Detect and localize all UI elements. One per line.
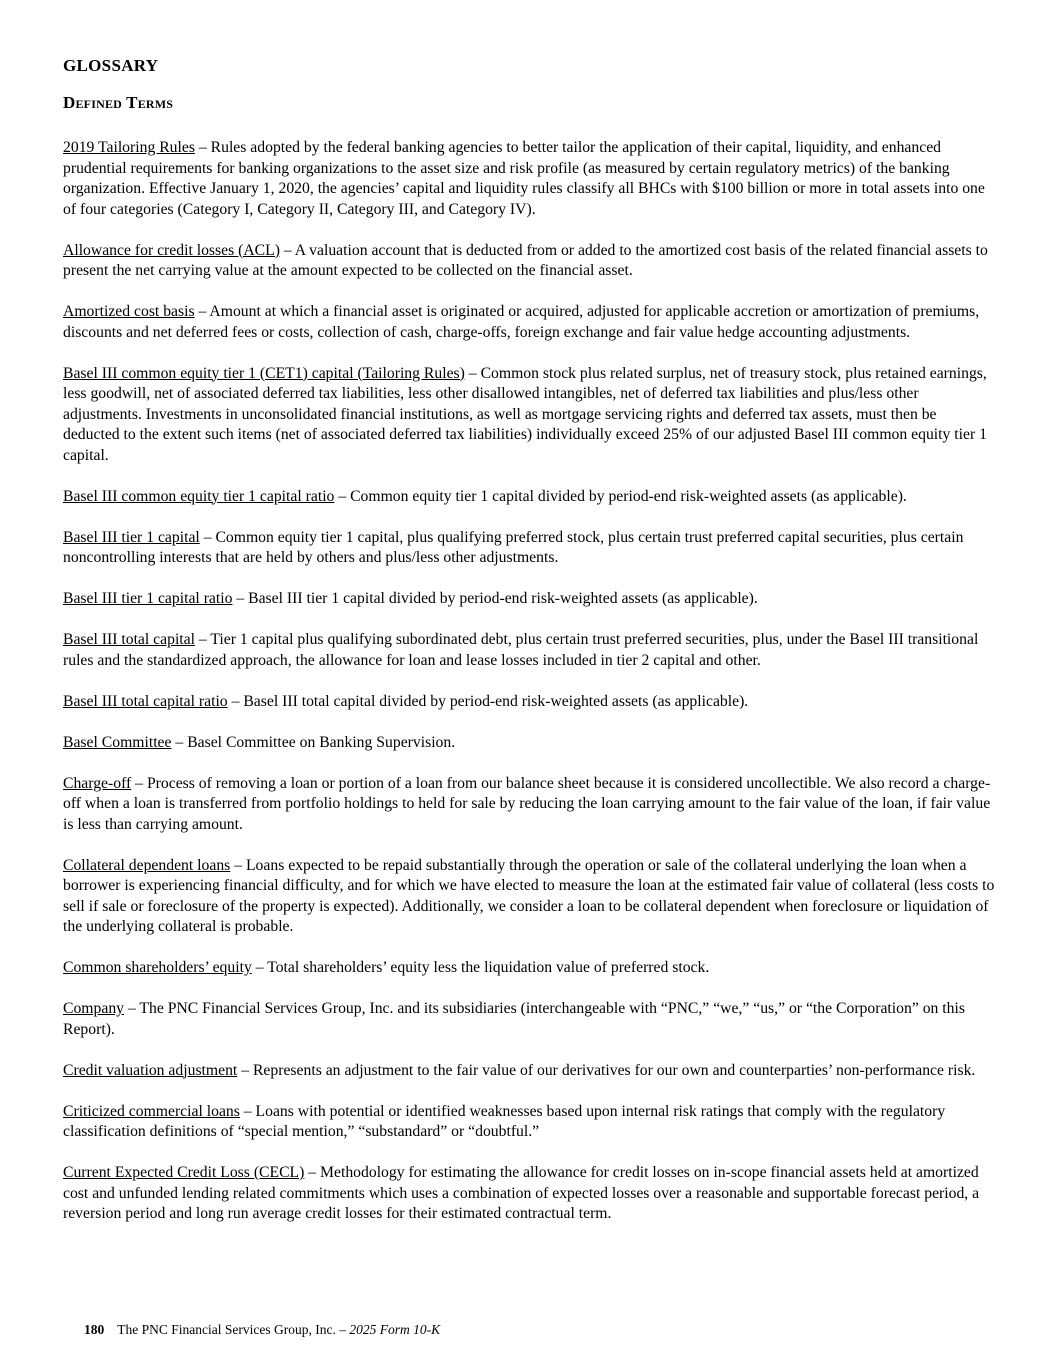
section-subtitle: Defined Terms	[63, 93, 174, 112]
glossary-entry	[63, 302, 996, 343]
glossary-term: 2019 Tailoring Rules	[63, 139, 195, 156]
glossary-term: Basel III tier 1 capital	[63, 528, 200, 546]
term-separator: –	[171, 733, 188, 751]
glossary-term: Basel Committee	[63, 733, 172, 751]
glossary-content	[63, 56, 996, 1245]
page-title: GLOSSARY	[63, 56, 159, 75]
glossary-entry	[63, 364, 996, 467]
glossary-definition: Loans expected to be repaid substantially through the operation or sale of the collateral underlying the loan when a borrower is experiencing financial difficulty, and for which we have elected to measure the loan at the estimated fair value of collateral (less costs to sell if sale or foreclosure of the property is expected). Additionally, we consider a loan to be collateral dependent when foreclosure or liquidation of the underlying collateral is probable.	[63, 856, 995, 935]
term-separator: –	[279, 241, 295, 259]
footer-form-text: 2025 Form 10-K	[349, 1322, 441, 1337]
glossary-term: Collateral dependent loans	[63, 856, 231, 874]
glossary-entry	[63, 487, 996, 508]
glossary-definition: Methodology for estimating the allowance for credit losses on in-scope financial assets held at amortized cost and unfunded lending related commitments which uses a combination of expected losses over a reasonable and supportable forecast period, a reversion period and long run average credit losses for their estimated contractual term.	[63, 1164, 980, 1222]
term-separator: –	[131, 774, 147, 792]
term-separator: –	[194, 139, 211, 156]
glossary-entry	[63, 999, 996, 1040]
glossary-entry	[63, 241, 996, 282]
glossary-entry	[63, 589, 996, 610]
glossary-entry	[63, 1163, 996, 1225]
glossary-term: Basel III total capital	[63, 631, 195, 648]
glossary-term: Credit valuation adjustment	[63, 1061, 238, 1079]
glossary-definition: Common stock plus related surplus, net of treasury stock, plus retained earnings, less goodwill, net of associated deferred tax liabilities, less other disallowed intangibles, net of deferred tax liabilities and plus/less other adjustments. Investments in unconsolidated financial institutions, as well as mortgage servicing rights and deferred tax assets, must then be deducted to the extent such items (net of associated deferred tax liabilities) individually exceed 25% of our adjusted Basel III common equity tier 1 capital.	[63, 364, 987, 464]
glossary-entry	[63, 692, 996, 713]
glossary-definition: The PNC Financial Services Group, Inc. and its subsidiaries (interchangeable with “PNC,” “we,” “us,” or “the Corporation” on this Report).	[63, 1000, 965, 1038]
glossary-definition: Basel III total capital divided by period-end risk-weighted assets (as applicable).	[243, 692, 749, 710]
term-separator: –	[194, 303, 210, 320]
page-footer	[84, 1322, 440, 1338]
term-separator: –	[199, 528, 216, 546]
term-separator: –	[251, 959, 268, 976]
glossary-term: Company	[63, 1000, 125, 1017]
term-separator: –	[232, 590, 249, 607]
glossary-definition: Total shareholders’ equity less the liquidation value of preferred stock.	[267, 959, 710, 976]
glossary-term: Basel III common equity tier 1 capital ratio	[63, 487, 335, 505]
term-separator: –	[230, 856, 246, 874]
glossary-definition: Basel Committee on Banking Supervision.	[187, 733, 456, 751]
glossary-term: Criticized commercial loans	[63, 1102, 240, 1120]
glossary-term: Allowance for credit losses (ACL)	[63, 241, 280, 259]
page-number: 180	[84, 1322, 105, 1337]
term-separator: –	[194, 631, 211, 648]
term-separator: –	[227, 692, 244, 710]
term-separator: –	[239, 1102, 256, 1120]
glossary-definition: Rules adopted by the federal banking agencies to better tailor the application of their capital, liquidity, and enhanced prudential requirements for banking organizations to the asset size and risk profile (as measured by certain regulatory metrics) of the banking organization. Effective January 1, 2020, the agencies’ capital and liquidity rules classify all BHCs with $100 billion or more in total assets into one of four categories (Category I, Category II, Category III, and Category IV).	[63, 139, 985, 218]
glossary-definition: A valuation account that is deducted from or added to the amortized cost basis of the related financial assets to present the net carrying value at the amount expected to be collected on the financial asset.	[63, 241, 988, 279]
term-separator: –	[304, 1164, 321, 1181]
glossary-entry	[63, 630, 996, 671]
term-separator: –	[237, 1061, 253, 1079]
glossary-entry	[63, 774, 996, 836]
glossary-definition: Process of removing a loan or portion of a loan from our balance sheet because it is considered uncollectible. We also record a charge-off when a loan is transferred from portfolio holdings to held for sale by reducing the loan carrying amount to the fair value of the loan, if fair value is less than carrying amount.	[63, 774, 991, 833]
glossary-term: Current Expected Credit Loss (CECL)	[63, 1164, 305, 1181]
term-separator: –	[124, 1000, 140, 1017]
glossary-term: Amortized cost basis	[63, 303, 195, 320]
glossary-definition: Loans with potential or identified weaknesses based upon internal risk ratings that comply with the regulatory classification definitions of “special mention,” “substandard” or “doubtful.”	[63, 1102, 946, 1140]
glossary-entry	[63, 733, 996, 754]
glossary-term: Basel III total capital ratio	[63, 692, 228, 710]
glossary-term: Basel III common equity tier 1 (CET1) capital (Tailoring Rules)	[63, 364, 465, 382]
glossary-definition: Tier 1 capital plus qualifying subordinated debt, plus certain trust preferred securities, plus, under the Basel III transitional rules and the standardized approach, the allowance for loan and lease losses included in tier 2 capital and other.	[63, 631, 979, 669]
glossary-entry	[63, 1061, 996, 1082]
glossary-entry	[63, 1102, 996, 1143]
glossary-definition: Amount at which a financial asset is originated or acquired, adjusted for applicable accretion or amortization of premiums, discounts and net deferred fees or costs, collection of cash, charge-offs, foreign exchange and fair value hedge accounting adjustments.	[63, 303, 980, 341]
glossary-term: Basel III tier 1 capital ratio	[63, 590, 233, 607]
glossary-term: Common shareholders’ equity	[63, 959, 252, 976]
glossary-entry	[63, 856, 996, 938]
glossary-definition: Represents an adjustment to the fair value of our derivatives for our own and counterparties’ non-performance risk.	[252, 1061, 976, 1079]
glossary-definition: Common equity tier 1 capital, plus qualifying preferred stock, plus certain trust preferred capital securities, plus certain noncontrolling interests that are held by others and plus/less other adjustments.	[63, 528, 964, 566]
glossary-definition: Basel III tier 1 capital divided by period-end risk-weighted assets (as applicable).	[248, 590, 758, 607]
footer-company-text: The PNC Financial Services Group, Inc. –	[117, 1322, 350, 1337]
glossary-entry	[63, 138, 996, 220]
term-separator: –	[334, 487, 351, 505]
term-separator: –	[464, 364, 481, 382]
glossary-entry	[63, 528, 996, 569]
glossary-definition: Common equity tier 1 capital divided by period-end risk-weighted assets (as applicable).	[350, 487, 907, 505]
glossary-entry	[63, 958, 996, 979]
glossary-term: Charge-off	[63, 774, 132, 792]
